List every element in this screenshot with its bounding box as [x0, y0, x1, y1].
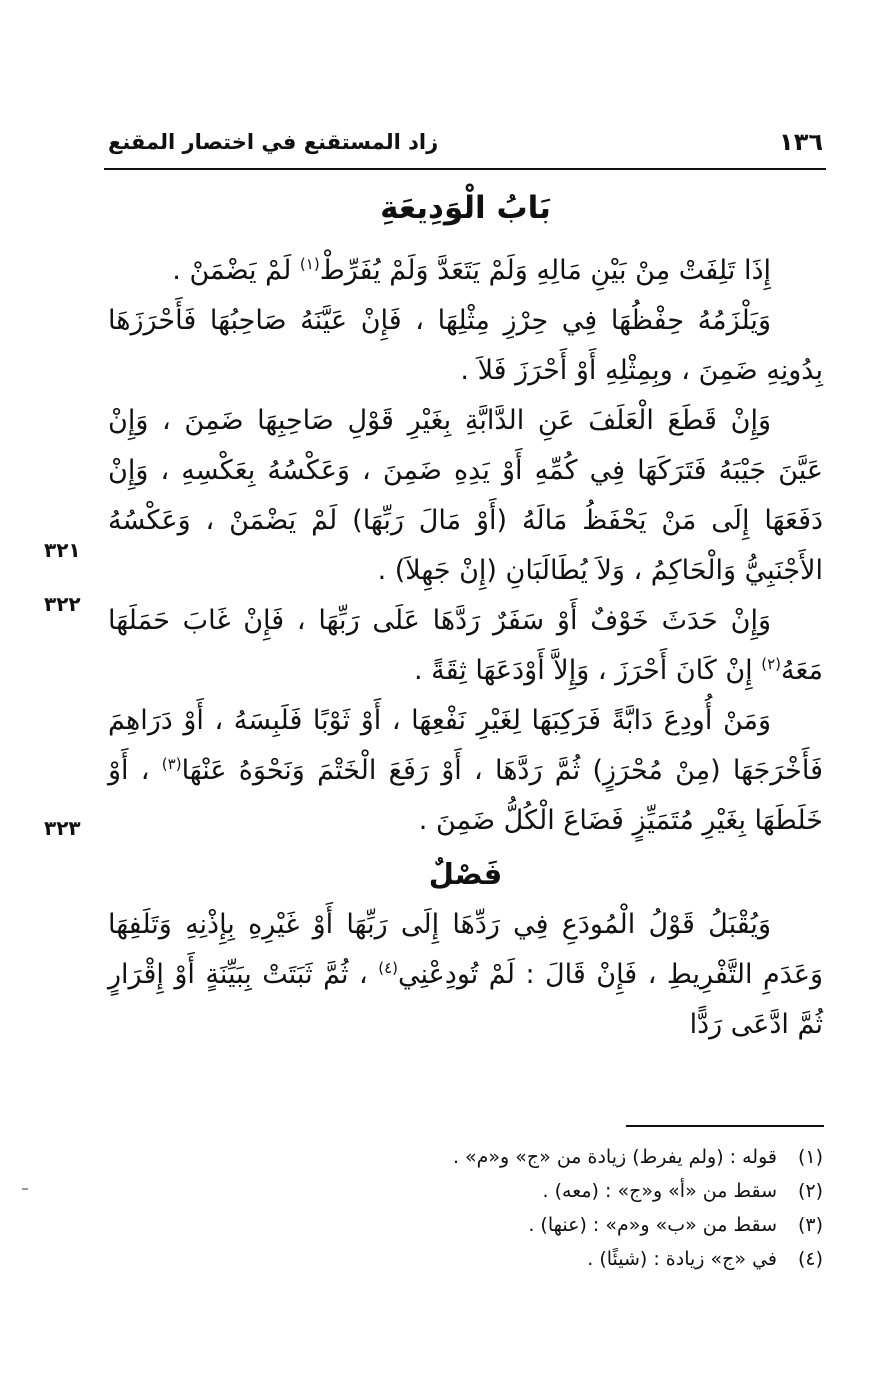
footnote-ref: (٢) [761, 655, 782, 673]
paragraph-text: إِنْ كَانَ أَحْرَزَ ، وَإِلاَّ أَوْدَعَهَا ثِقَةً . [413, 655, 762, 686]
paragraph-text: ، ثُمَّ ثَبَتَتْ بِبَيِّنَةٍ أَوْ إِقْرَارٍ ثُمَّ ادَّعَى رَدًّا [108, 959, 823, 1040]
paragraph-text: وَمَنْ أُودِعَ دَابَّةً فَرَكِبَهَا لِغَيْرِ نَفْعِهَا ، أَوْ ثَوْبًا فَلَبِسَهُ ، أَوْ دَرَاهِمَ فَأَخْرَجَهَا (مِنْ مُحْرَزٍ) ثُمَّ رَدَّهَا ، أَوْ رَفَعَ الْخَتْمَ وَنَحْوَهُ عَنْهَا [108, 705, 823, 786]
footnote-number: (٣) [797, 1214, 823, 1236]
paragraph-text: ، أَوْ خَلَطَهَا بِغَيْرِ مُتَمَيِّزٍ فَضَاعَ الْكُلُّ ضَمِنَ . [108, 755, 823, 836]
footnote [300, 1242, 823, 1276]
footnote-number: (٢) [797, 1180, 823, 1202]
footnotes [300, 1140, 823, 1276]
paragraph [108, 900, 823, 1050]
paragraph: وَيَلْزَمُهُ حِفْظُهَا فِي حِرْزِ مِثْلِهَا ، فَإِنْ عَيَّنَهُ صَاحِبُهَا فَأَحْرَزَهَا بِدُونِهِ ضَمِنَ ، وبِمِثْلِهِ أَوْ أَحْرَزَ فَلاَ . [108, 305, 823, 386]
footnote-number: (١) [797, 1146, 823, 1168]
paragraph-text: إِذَا تَلِفَتْ مِنْ بَيْنِ مَالِهِ وَلَمْ يَتَعَدَّ وَلَمْ يُفَرِّطْ [319, 255, 771, 286]
footnote-text: قوله : (ولم يفرط) زيادة من «ج» و«م» . [452, 1146, 777, 1168]
footnote-text: سقط من «أ» و«ج» : (معه) . [542, 1180, 777, 1202]
paragraph-text: وَيُقْبَلُ قَوْلُ الْمُودَعِ فِي رَدِّهَا إِلَى رَبِّهَا أَوْ غَيْرِهِ بِإِذْنِهِ وَتَلَفِهَا وَعَدَمِ التَّفْرِيطِ ، فَإِنْ قَالَ : لَمْ تُودِعْنِي [108, 909, 823, 990]
running-header [108, 128, 823, 164]
header-rule [104, 168, 826, 170]
chapter-title: بَابُ الْوَدِيعَةِ [380, 190, 551, 226]
margin-number: ٣٢٣ [44, 816, 81, 840]
margin-number: ٣٢١ [44, 538, 81, 562]
paragraph [108, 696, 823, 846]
footnote-text: سقط من «ب» و«م» : (عنها) . [528, 1214, 777, 1236]
footnote-ref: (٤) [378, 959, 399, 977]
page-number: ١٣٦ [779, 128, 823, 156]
footnote-rule [626, 1125, 824, 1127]
book-title: زاد المستقنع في اختصار المقنع [108, 130, 439, 154]
footnote [300, 1174, 823, 1208]
footnote-ref: (١) [299, 255, 320, 273]
footnote-ref: (٣) [161, 755, 182, 773]
footnote [300, 1208, 823, 1242]
paragraph [108, 246, 823, 296]
footnote-number: (٤) [797, 1248, 823, 1270]
paragraph-text: وَإِنْ حَدَثَ خَوْفٌ أَوْ سَفَرٌ رَدَّهَا عَلَى رَبِّهَا ، فَإِنْ غَابَ حَمَلَهَا مَعَهُ [108, 605, 823, 686]
margin-number: ٣٢٢ [44, 592, 81, 616]
paragraph [108, 596, 823, 696]
footnote-text: في «ج» زيادة : (شيئًا) . [587, 1248, 777, 1270]
section-title: فَصْلٌ [428, 857, 503, 891]
scan-artifact [22, 1188, 28, 1190]
footnote [300, 1140, 823, 1174]
paragraph-text: لَمْ يَضْمَنْ . [172, 255, 300, 286]
main-text [108, 246, 823, 1050]
paragraph: وَإِنْ قَطَعَ الْعَلَفَ عَنِ الدَّابَّةِ بِغَيْرِ قَوْلِ صَاحِبِهَا ضَمِنَ ، وَإِنْ عَيَّنَ جَيْبَهُ فَتَرَكَهَا فِي كُمِّهِ أَوْ يَدِهِ ضَمِنَ ، وَعَكْسُهُ بِعَكْسِهِ ، وَإِنْ دَفَعَهَا إِلَى مَنْ يَحْفَظُ مَالَهُ (أَوْ مَالَ رَبِّهَا) لَمْ يَضْمَنْ ، وَعَكْسُهُ الأَجْنَبِيُّ وَالْحَاكِمُ ، وَلاَ يُطَالَبَانِ (إِنْ جَهِلاَ) . [108, 405, 823, 586]
